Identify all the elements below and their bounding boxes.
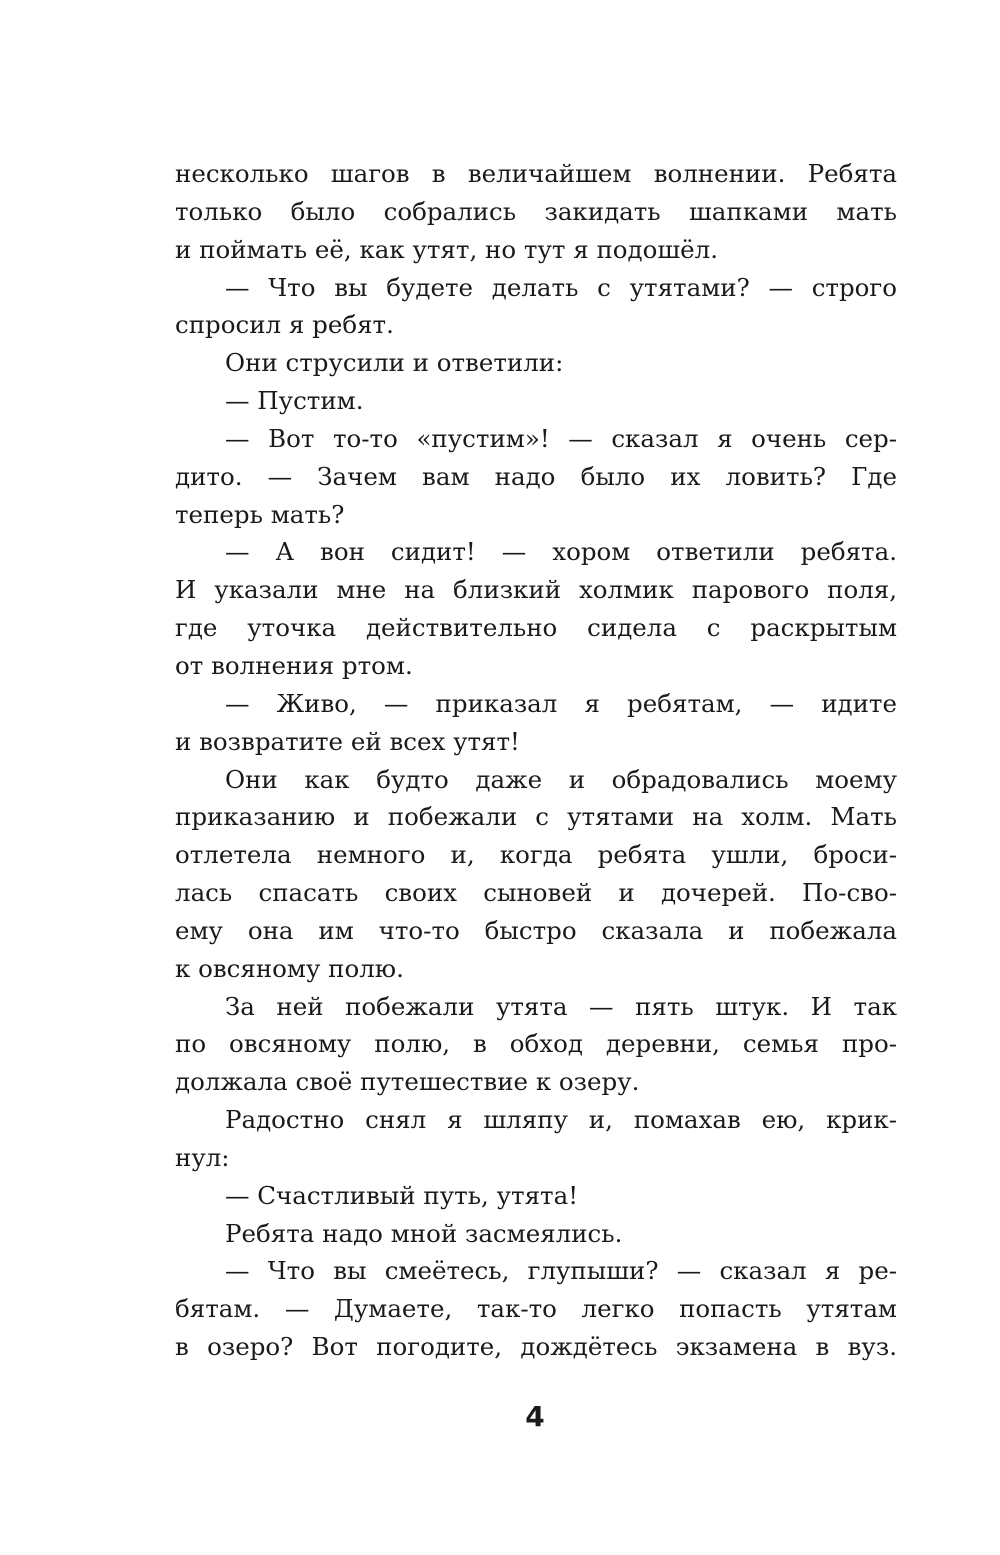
text-line: только было собрались закидать шапками мать: [175, 196, 897, 226]
text-line: — Живо, — приказал я ребятам, — идите: [225, 688, 897, 718]
text-line: и возвратите ей всех утят!: [175, 726, 520, 756]
text-line: отлетела немного и, когда ребята ушли, броси-: [175, 840, 897, 870]
text-line: лась спасать своих сыновей и дочерей. По-сво-: [175, 878, 897, 908]
text-line: Они как будто даже и обрадовались моему: [225, 764, 897, 794]
text-line: Радостно снял я шляпу и, помахав ею, крик-: [225, 1105, 897, 1135]
text-line: теперь мать?: [175, 499, 345, 529]
text-line: И указали мне на близкий холмик парового поля,: [175, 575, 897, 605]
page-body-text: [175, 155, 897, 1366]
text-line: — А вон сидит! — хором ответили ребята.: [225, 537, 897, 567]
text-line: — Вот то-то «пустим»! — сказал я очень сер-: [225, 423, 897, 453]
text-line: бятам. — Думаете, так-то легко попасть утятам: [175, 1294, 897, 1324]
page-number: 4: [525, 1400, 545, 1433]
text-line: — Что вы будете делать с утятами? — строго: [225, 272, 897, 302]
text-line: — Что вы смеётесь, глупыши? — сказал я ре-: [225, 1256, 897, 1286]
text-line: в озеро? Вот погодите, дождётесь экзамена в вуз.: [175, 1332, 897, 1362]
text-line: к овсяному полю.: [175, 953, 404, 983]
text-line: ему она им что-то быстро сказала и побежала: [175, 915, 897, 945]
text-line: За ней побежали утята — пять штук. И так: [225, 991, 897, 1021]
text-line: спросил я ребят.: [175, 310, 394, 340]
text-line: приказанию и побежали с утятами на холм. Мать: [175, 802, 897, 832]
text-line: должала своё путешествие к озеру.: [175, 1067, 640, 1097]
text-line: дито. — Зачем вам надо было их ловить? Где: [175, 461, 897, 491]
text-line: несколько шагов в величайшем волнении. Ребята: [175, 159, 897, 188]
text-line: Ребята надо мной засмеялись.: [225, 1218, 623, 1248]
text-line: — Счастливый путь, утята!: [225, 1180, 579, 1210]
text-line: где уточка действительно сидела с раскрытым: [175, 613, 897, 643]
text-line: и поймать её, как утят, но тут я подошёл.: [175, 234, 718, 264]
text-line: — Пустим.: [225, 386, 364, 416]
text-line: нул:: [175, 1142, 230, 1172]
text-line: от волнения ртом.: [175, 650, 413, 680]
text-line: Они струсили и ответили:: [225, 348, 564, 378]
text-line: по овсяному полю, в обход деревни, семья про-: [175, 1029, 897, 1059]
